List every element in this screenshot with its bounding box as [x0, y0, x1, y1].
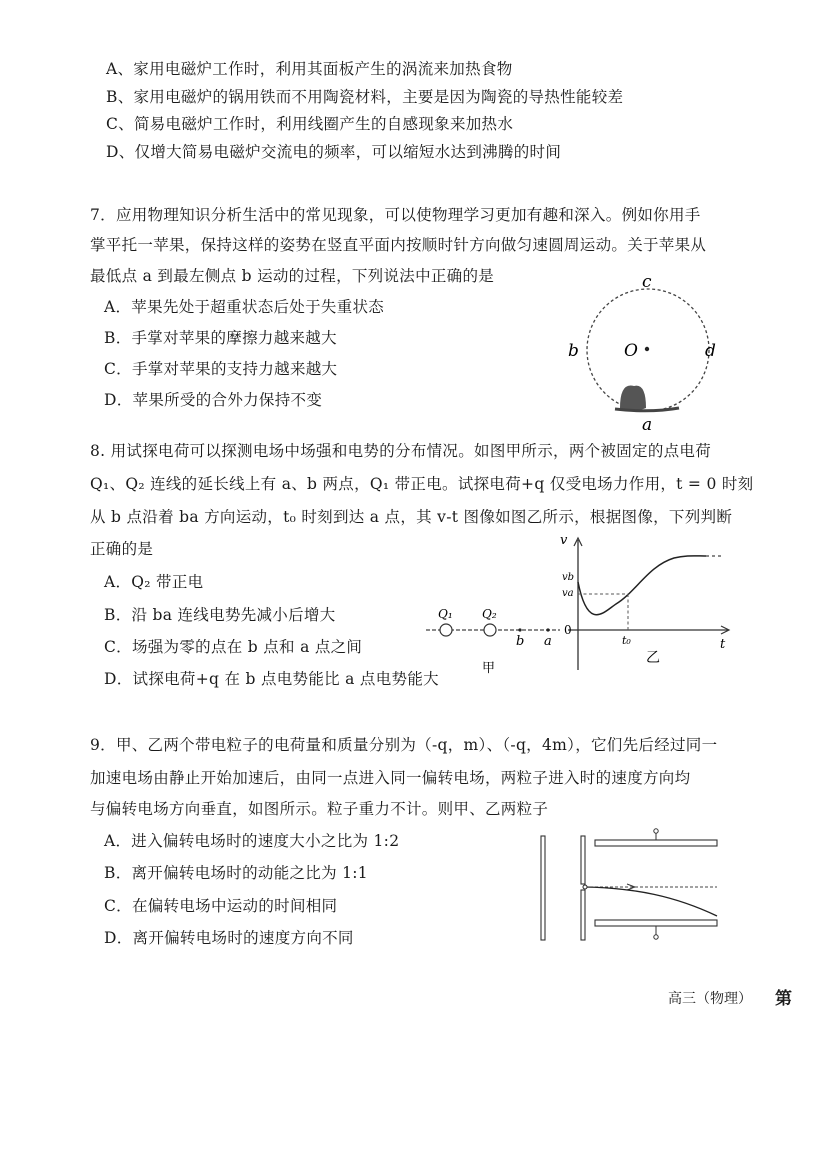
bottom-terminal	[654, 935, 658, 939]
q7-option-d: D．苹果所受的合外力保持不变	[104, 391, 323, 409]
accel-plate-right-bottom	[581, 890, 585, 940]
q9-option-d: D．离开偏转电场时的速度方向不同	[104, 929, 354, 947]
q9-option-c: C．在偏转电场中运动的时间相同	[104, 897, 338, 915]
q1-charge	[440, 624, 452, 636]
q8-figure-jia	[424, 598, 564, 678]
footer-subject: 高三（物理）	[668, 991, 752, 1007]
q8-stem-line-1: 8. 用试探电荷可以探测电场中场强和电势的分布情况。如图甲所示，两个被固定的点电荷	[90, 442, 712, 460]
q7-stem-line-3: 最低点 a 到最左侧点 b 运动的过程，下列说法中正确的是	[90, 267, 495, 285]
b-label: b	[516, 634, 525, 649]
q7-option-b: B．手掌对苹果的摩擦力越来越大	[104, 329, 337, 347]
q7-center-dot	[645, 347, 649, 351]
v-axis-label: v	[560, 533, 568, 548]
footer-page-marker: 第	[775, 989, 792, 1009]
va-label: va	[562, 588, 574, 599]
q8-option-c: C．场强为零的点在 b 点和 a 点之间	[104, 638, 363, 656]
deflect-plate-bottom	[595, 920, 717, 926]
accel-plate-right-top	[581, 836, 585, 884]
q7-option-a: A．苹果先处于超重状态后处于失重状态	[104, 298, 385, 316]
apple-icon	[620, 385, 646, 410]
q9-stem-line-1: 9．甲、乙两个带电粒子的电荷量和质量分别为（-q，m）、（-q，4m），它们先后经过同一	[90, 736, 718, 754]
v-t-curve	[578, 556, 706, 615]
q8-stem-line-2: Q₁、Q₂ 连线的延长线上有 a、b 两点，Q₁ 带正电。试探电荷+q 仅受电场力作用，t = 0 时刻	[90, 475, 754, 493]
deflect-plate-top	[595, 840, 717, 846]
q6-option-d: D、仅增大简易电磁炉交流电的频率，可以缩短水达到沸腾的时间	[106, 143, 562, 161]
entry-point	[583, 885, 587, 889]
q7-stem-line-1: 7．应用物理知识分析生活中的常见现象，可以使物理学习更加有趣和深入。例如你用手	[90, 206, 701, 224]
top-terminal	[654, 829, 658, 833]
q7-label-a: a	[642, 415, 653, 435]
accel-plate-left	[541, 836, 545, 940]
t0-label: t₀	[622, 634, 631, 647]
point-b-dot	[518, 628, 521, 631]
particle-trajectory	[585, 887, 717, 916]
q7-circle-figure	[560, 270, 740, 435]
point-a-dot	[546, 628, 549, 631]
q8-option-a: A．Q₂ 带正电	[104, 573, 204, 591]
q7-stem-line-2: 掌平托一苹果，保持这样的姿势在竖直平面内按顺时针方向做匀速圆周运动。关于苹果从	[90, 236, 707, 254]
q8-option-d: D．试探电荷+q 在 b 点电势能比 a 点电势能大	[104, 670, 439, 688]
q7-label-b: b	[568, 341, 579, 361]
q8-stem-line-4: 正确的是	[90, 540, 154, 558]
q7-label-d: d	[705, 341, 716, 361]
q9-stem-line-3: 与偏转电场方向垂直，如图所示。粒子重力不计。则甲、乙两粒子	[90, 800, 549, 818]
q8-option-b: B．沿 ba 连线电势先减小后增大	[104, 606, 336, 624]
q8-figure-yi	[556, 532, 736, 677]
q1-label: Q₁	[438, 607, 453, 621]
q2-label: Q₂	[482, 607, 497, 621]
q7-label-c: c	[642, 272, 652, 292]
q9-option-b: B．离开偏转电场时的动能之比为 1:1	[104, 864, 368, 882]
q9-deflection-figure	[535, 826, 730, 946]
q7-option-c: C．手掌对苹果的支持力越来越大	[104, 360, 338, 378]
q2-charge	[484, 624, 496, 636]
q7-label-o: O	[624, 341, 638, 361]
q9-option-a: A．进入偏转电场时的速度大小之比为 1:2	[104, 832, 400, 850]
q6-option-a: A、家用电磁炉工作时，利用其面板产生的涡流来加热食物	[106, 60, 513, 78]
jia-caption: 甲	[482, 661, 496, 676]
yi-caption: 乙	[646, 650, 660, 666]
a-label: a	[544, 634, 552, 649]
q8-stem-line-3: 从 b 点沿着 ba 方向运动，t₀ 时刻到达 a 点，其 v-t 图像如图乙所示，根据图像，下列判断	[90, 508, 733, 526]
q6-option-c: C、简易电磁炉工作时，利用线圈产生的自感现象来加热水	[106, 115, 514, 133]
q6-option-b: B、家用电磁炉的锅用铁而不用陶瓷材料，主要是因为陶瓷的导热性能较差	[106, 88, 624, 106]
t-axis-label: t	[720, 637, 726, 652]
vb-label: vb	[562, 572, 575, 583]
origin-label: 0	[564, 623, 572, 637]
q9-stem-line-2: 加速电场由静止开始加速后，由同一点进入同一偏转电场，两粒子进入时的速度方向均	[90, 769, 691, 787]
